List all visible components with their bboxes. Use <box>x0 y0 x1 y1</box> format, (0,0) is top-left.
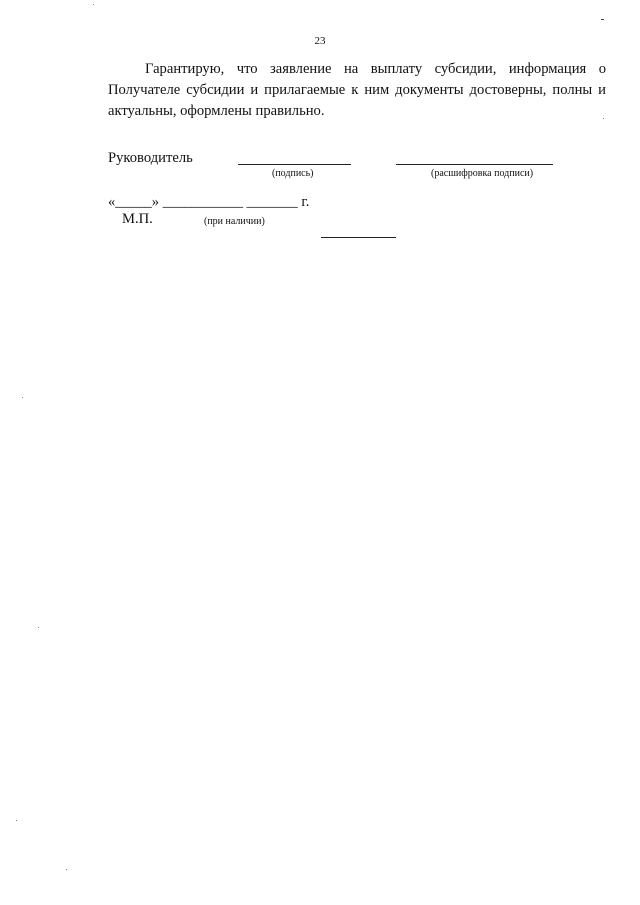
scan-speck <box>601 19 604 20</box>
signature-caption: (подпись) <box>272 168 314 179</box>
stamp-label: М.П. <box>122 211 153 227</box>
scan-speck <box>66 869 67 870</box>
scan-speck <box>38 627 39 628</box>
scan-speck <box>603 118 604 119</box>
date-line: «_____» ___________ _______ г. <box>108 194 310 210</box>
scan-speck <box>93 4 94 5</box>
signature-line <box>238 164 351 165</box>
signature-decode-line <box>396 164 553 165</box>
role-label: Руководитель <box>108 150 193 166</box>
scan-speck <box>22 397 23 398</box>
signature-decode-caption: (расшифровка подписи) <box>431 168 534 179</box>
closing-line <box>321 237 396 238</box>
scan-speck <box>16 820 17 821</box>
stamp-caption: (при наличии) <box>204 216 265 227</box>
guarantee-paragraph: Гарантирую, что заявление на выплату субсидии, информация о Получателе субсидии и прилагаемые к ним документы достоверны, полны и актуальны, оформлены правильно. <box>108 61 606 119</box>
page-number: 23 <box>314 35 326 47</box>
